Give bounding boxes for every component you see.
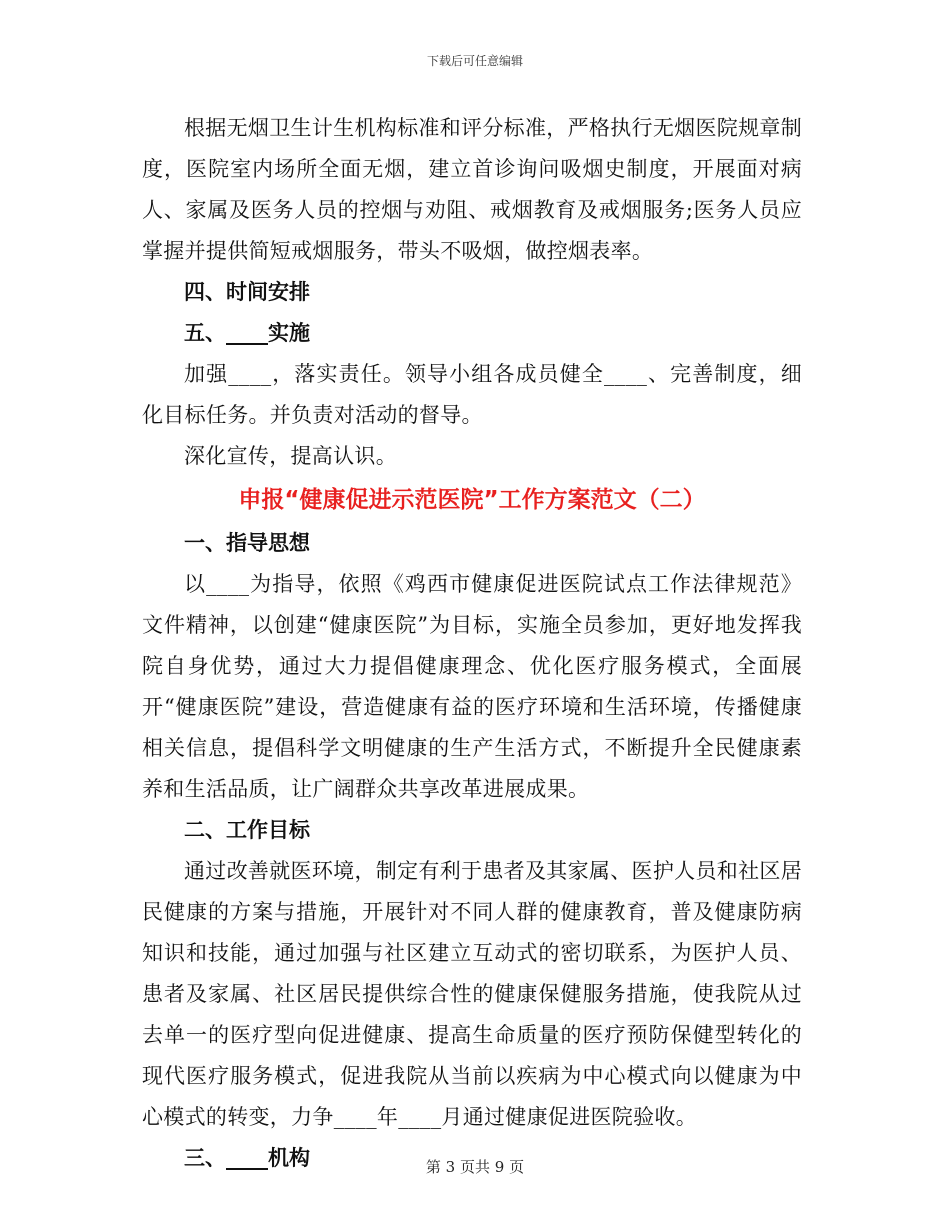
- section-heading-implementation: 五、____实施: [184, 321, 310, 345]
- section-heading-organization: 三、____机构: [184, 1146, 310, 1170]
- paragraph-work-goals: 通过改善就医环境，制定有利于患者及其家属、医护人员和社区居民健康的方案与措施，开展针对不同人群的健康教育，普及健康防病知识和技能，通过加强与社区建立互动式的密切联系，为医护人员、患者及家属、社区居民提供综合性的健康保健服务措施，使我院从过去单一的医疗型向促进健康、提高生命质量的医疗预防保健型转化的现代医疗服务模式，促进我院从当前以疾病为中心模式向以健康为中心模式的转变，力争____年____月通过健康促进医院验收。: [142, 859, 802, 1129]
- paragraph-no-smoking: 根据无烟卫生计生机构标准和评分标准，严格执行无烟医院规章制度，医院室内场所全面无烟，建立首诊询问吸烟史制度，开展面对病人、家属及医务人员的控烟与劝阻、戒烟教育及戒烟服务;医务人员应掌握并提供简短戒烟服务，带头不吸烟，做控烟表率。: [142, 116, 802, 263]
- paragraph-publicity: 深化宣传，提高认识。: [184, 444, 397, 468]
- document-title: 申报“健康促进示范医院”工作方案范文（二）: [238, 487, 706, 513]
- paragraph-responsibility: 加强____，落实责任。领导小组各成员健全____、完善制度，细化目标任务。并负责对活动的督导。: [142, 362, 802, 427]
- paragraph-guiding-ideology: 以____为指导，依照《鸡西市健康促进医院试点工作法律规范》文件精神，以创建“健康医院”为目标，实施全员参加，更好地发挥我院自身优势，通过大力提倡健康理念、优化医疗服务模式，全面展开“健康医院”建设，营造健康有益的医疗环境和生活环境，传播健康相关信息，提倡科学文明健康的生产生活方式，不断提升全民健康素养和生活品质，让广阔群众共享改革进展成果。: [142, 572, 802, 801]
- section-heading-guiding-ideology: 一、指导思想: [184, 531, 310, 555]
- section-heading-work-goals: 二、工作目标: [184, 818, 310, 842]
- page-footer: 第 3 页共 9 页: [425, 1158, 525, 1176]
- document-body: [142, 108, 802, 1179]
- section-heading-schedule: 四、时间安排: [184, 280, 310, 304]
- page-header: 下载后可任意编辑: [426, 54, 523, 68]
